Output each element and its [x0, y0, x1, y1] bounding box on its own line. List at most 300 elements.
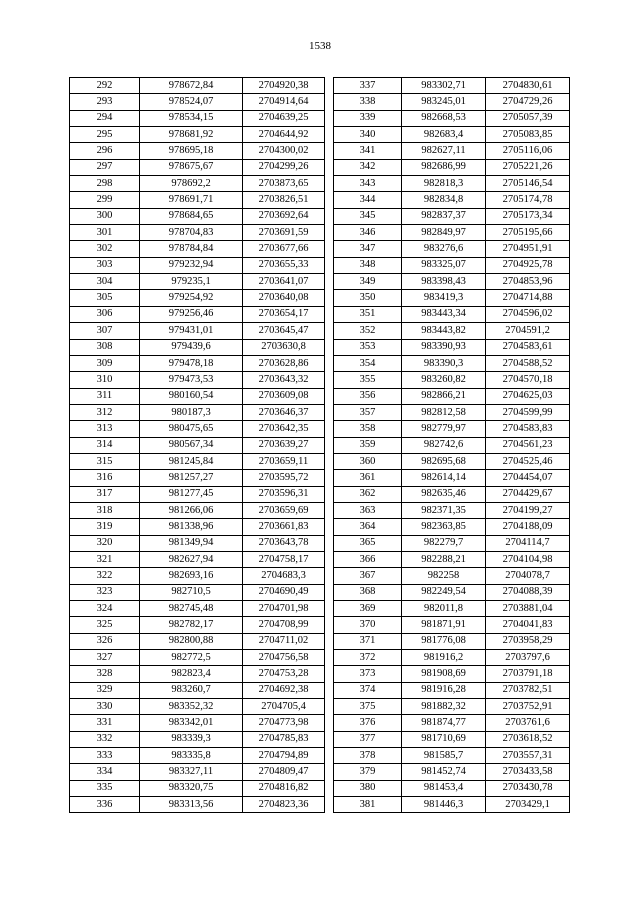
point-number-cell: 344 — [334, 192, 402, 208]
table-row — [334, 110, 570, 126]
point-number-cell: 356 — [334, 388, 402, 404]
x-coordinate-cell: 982627,11 — [402, 143, 486, 159]
point-number-cell: 350 — [334, 290, 402, 306]
y-coordinate-cell: 2704714,88 — [486, 290, 570, 306]
point-number-cell: 317 — [70, 486, 140, 502]
y-coordinate-cell: 2705221,26 — [486, 159, 570, 175]
table-row — [334, 682, 570, 698]
x-coordinate-cell: 982695,68 — [402, 453, 486, 469]
page-number: 1538 — [309, 40, 331, 52]
table-row — [334, 404, 570, 420]
point-number-cell: 302 — [70, 241, 140, 257]
point-number-cell: 380 — [334, 780, 402, 796]
table-row — [334, 764, 570, 780]
y-coordinate-cell: 2704588,52 — [486, 355, 570, 371]
point-number-cell: 299 — [70, 192, 140, 208]
point-number-cell: 338 — [334, 94, 402, 110]
table-row — [70, 208, 325, 224]
x-coordinate-cell: 982745,48 — [140, 601, 243, 617]
y-coordinate-cell: 2703643,32 — [243, 372, 325, 388]
point-number-cell: 297 — [70, 159, 140, 175]
table-row — [334, 633, 570, 649]
x-coordinate-cell: 981585,7 — [402, 748, 486, 764]
table-row — [334, 176, 570, 192]
y-coordinate-cell: 2703596,31 — [243, 486, 325, 502]
point-number-cell: 320 — [70, 535, 140, 551]
x-coordinate-cell: 983443,34 — [402, 306, 486, 322]
table-row — [334, 78, 570, 94]
x-coordinate-cell: 981453,4 — [402, 780, 486, 796]
table-row — [70, 421, 325, 437]
point-number-cell: 340 — [334, 127, 402, 143]
x-coordinate-cell: 980567,34 — [140, 437, 243, 453]
y-coordinate-cell: 2703640,08 — [243, 290, 325, 306]
table-row — [334, 453, 570, 469]
x-coordinate-cell: 982279,7 — [402, 535, 486, 551]
point-number-cell: 301 — [70, 225, 140, 241]
point-number-cell: 362 — [334, 486, 402, 502]
table-row — [70, 568, 325, 584]
table-row — [70, 110, 325, 126]
y-coordinate-cell: 2704853,96 — [486, 274, 570, 290]
point-number-cell: 325 — [70, 617, 140, 633]
x-coordinate-cell: 981349,94 — [140, 535, 243, 551]
table-row — [334, 666, 570, 682]
table-row — [70, 176, 325, 192]
table-row — [334, 535, 570, 551]
point-number-cell: 318 — [70, 502, 140, 518]
x-coordinate-cell: 981452,74 — [402, 764, 486, 780]
point-number-cell: 363 — [334, 502, 402, 518]
table-row — [334, 257, 570, 273]
y-coordinate-cell: 2704690,49 — [243, 584, 325, 600]
point-number-cell: 355 — [334, 372, 402, 388]
point-number-cell: 371 — [334, 633, 402, 649]
table-row — [70, 388, 325, 404]
x-coordinate-cell: 983325,07 — [402, 257, 486, 273]
point-number-cell: 307 — [70, 323, 140, 339]
point-number-cell: 357 — [334, 404, 402, 420]
y-coordinate-cell: 2704729,26 — [486, 94, 570, 110]
table-row — [334, 323, 570, 339]
y-coordinate-cell: 2704816,82 — [243, 780, 325, 796]
x-coordinate-cell: 979431,01 — [140, 323, 243, 339]
x-coordinate-cell: 983260,82 — [402, 372, 486, 388]
x-coordinate-cell: 981446,3 — [402, 797, 486, 813]
y-coordinate-cell: 2703661,83 — [243, 519, 325, 535]
point-number-cell: 368 — [334, 584, 402, 600]
x-coordinate-cell: 978524,07 — [140, 94, 243, 110]
table-row — [334, 715, 570, 731]
table-row — [334, 699, 570, 715]
table-row — [70, 551, 325, 567]
point-number-cell: 372 — [334, 650, 402, 666]
y-coordinate-cell: 2705146,54 — [486, 176, 570, 192]
y-coordinate-cell: 2704920,38 — [243, 78, 325, 94]
x-coordinate-cell: 981871,91 — [402, 617, 486, 633]
x-coordinate-cell: 981245,84 — [140, 453, 243, 469]
x-coordinate-cell: 980160,54 — [140, 388, 243, 404]
y-coordinate-cell: 2705083,85 — [486, 127, 570, 143]
x-coordinate-cell: 978695,18 — [140, 143, 243, 159]
x-coordinate-cell: 981266,06 — [140, 502, 243, 518]
table-row — [334, 208, 570, 224]
table-row — [70, 486, 325, 502]
x-coordinate-cell: 982614,14 — [402, 470, 486, 486]
coordinates-table-left — [69, 77, 325, 813]
x-coordinate-cell: 982782,17 — [140, 617, 243, 633]
point-number-cell: 367 — [334, 568, 402, 584]
table-row — [334, 601, 570, 617]
x-coordinate-cell: 978675,67 — [140, 159, 243, 175]
point-number-cell: 360 — [334, 453, 402, 469]
table-row — [70, 78, 325, 94]
point-number-cell: 328 — [70, 666, 140, 682]
x-coordinate-cell: 978681,92 — [140, 127, 243, 143]
y-coordinate-cell: 2703429,1 — [486, 797, 570, 813]
point-number-cell: 378 — [334, 748, 402, 764]
x-coordinate-cell: 982823,4 — [140, 666, 243, 682]
table-row — [70, 225, 325, 241]
table-row — [70, 764, 325, 780]
table-row — [70, 159, 325, 175]
x-coordinate-cell: 982849,97 — [402, 225, 486, 241]
table-row — [70, 502, 325, 518]
point-number-cell: 298 — [70, 176, 140, 192]
point-number-cell: 329 — [70, 682, 140, 698]
x-coordinate-cell: 983320,75 — [140, 780, 243, 796]
x-coordinate-cell: 981257,27 — [140, 470, 243, 486]
y-coordinate-cell: 2704429,67 — [486, 486, 570, 502]
point-number-cell: 326 — [70, 633, 140, 649]
point-number-cell: 354 — [334, 355, 402, 371]
table-row — [70, 143, 325, 159]
x-coordinate-cell: 983302,71 — [402, 78, 486, 94]
x-coordinate-cell: 981710,69 — [402, 731, 486, 747]
y-coordinate-cell: 2704711,02 — [243, 633, 325, 649]
y-coordinate-cell: 2704078,7 — [486, 568, 570, 584]
x-coordinate-cell: 982371,35 — [402, 502, 486, 518]
y-coordinate-cell: 2703646,37 — [243, 404, 325, 420]
x-coordinate-cell: 982866,21 — [402, 388, 486, 404]
point-number-cell: 348 — [334, 257, 402, 273]
table-row — [70, 601, 325, 617]
y-coordinate-cell: 2703691,59 — [243, 225, 325, 241]
y-coordinate-cell: 2704300,02 — [243, 143, 325, 159]
point-number-cell: 312 — [70, 404, 140, 420]
y-coordinate-cell: 2703630,8 — [243, 339, 325, 355]
y-coordinate-cell: 2704199,27 — [486, 502, 570, 518]
y-coordinate-cell: 2703752,91 — [486, 699, 570, 715]
y-coordinate-cell: 2703677,66 — [243, 241, 325, 257]
x-coordinate-cell: 983260,7 — [140, 682, 243, 698]
x-coordinate-cell: 979473,53 — [140, 372, 243, 388]
x-coordinate-cell: 983443,82 — [402, 323, 486, 339]
table-row — [334, 372, 570, 388]
y-coordinate-cell: 2704705,4 — [243, 699, 325, 715]
x-coordinate-cell: 982627,94 — [140, 551, 243, 567]
x-coordinate-cell: 982779,97 — [402, 421, 486, 437]
y-coordinate-cell: 2704683,3 — [243, 568, 325, 584]
table-row — [334, 551, 570, 567]
point-number-cell: 334 — [70, 764, 140, 780]
table-row — [70, 290, 325, 306]
table-row — [70, 257, 325, 273]
x-coordinate-cell: 978704,83 — [140, 225, 243, 241]
point-number-cell: 293 — [70, 94, 140, 110]
table-row — [334, 568, 570, 584]
point-number-cell: 295 — [70, 127, 140, 143]
y-coordinate-cell: 2704583,83 — [486, 421, 570, 437]
y-coordinate-cell: 2704830,61 — [486, 78, 570, 94]
x-coordinate-cell: 982742,6 — [402, 437, 486, 453]
point-number-cell: 331 — [70, 715, 140, 731]
y-coordinate-cell: 2704925,78 — [486, 257, 570, 273]
point-number-cell: 311 — [70, 388, 140, 404]
table-row — [334, 780, 570, 796]
table-row — [334, 94, 570, 110]
table-row — [334, 241, 570, 257]
point-number-cell: 364 — [334, 519, 402, 535]
point-number-cell: 341 — [334, 143, 402, 159]
y-coordinate-cell: 2703595,72 — [243, 470, 325, 486]
point-number-cell: 373 — [334, 666, 402, 682]
point-number-cell: 345 — [334, 208, 402, 224]
y-coordinate-cell: 2704758,17 — [243, 551, 325, 567]
table-row — [70, 127, 325, 143]
table-row — [70, 519, 325, 535]
y-coordinate-cell: 2703430,78 — [486, 780, 570, 796]
x-coordinate-cell: 982812,58 — [402, 404, 486, 420]
point-number-cell: 330 — [70, 699, 140, 715]
x-coordinate-cell: 981338,96 — [140, 519, 243, 535]
point-number-cell: 366 — [334, 551, 402, 567]
point-number-cell: 358 — [334, 421, 402, 437]
point-number-cell: 313 — [70, 421, 140, 437]
x-coordinate-cell: 981916,28 — [402, 682, 486, 698]
table-row — [70, 666, 325, 682]
x-coordinate-cell: 982686,99 — [402, 159, 486, 175]
point-number-cell: 305 — [70, 290, 140, 306]
y-coordinate-cell: 2704599,99 — [486, 404, 570, 420]
point-number-cell: 292 — [70, 78, 140, 94]
x-coordinate-cell: 978684,65 — [140, 208, 243, 224]
table-row — [70, 699, 325, 715]
point-number-cell: 332 — [70, 731, 140, 747]
point-number-cell: 296 — [70, 143, 140, 159]
y-coordinate-cell: 2705173,34 — [486, 208, 570, 224]
y-coordinate-cell: 2704644,92 — [243, 127, 325, 143]
x-coordinate-cell: 983327,11 — [140, 764, 243, 780]
table-row — [70, 470, 325, 486]
table-row — [70, 715, 325, 731]
table-row — [334, 290, 570, 306]
x-coordinate-cell: 978672,84 — [140, 78, 243, 94]
x-coordinate-cell: 982683,4 — [402, 127, 486, 143]
table-row — [70, 780, 325, 796]
y-coordinate-cell: 2704692,38 — [243, 682, 325, 698]
table-row — [334, 225, 570, 241]
y-coordinate-cell: 2704701,98 — [243, 601, 325, 617]
x-coordinate-cell: 983245,01 — [402, 94, 486, 110]
y-coordinate-cell: 2703642,35 — [243, 421, 325, 437]
table-row — [334, 421, 570, 437]
y-coordinate-cell: 2704596,02 — [486, 306, 570, 322]
point-number-cell: 346 — [334, 225, 402, 241]
y-coordinate-cell: 2704785,83 — [243, 731, 325, 747]
table-row — [70, 274, 325, 290]
point-number-cell: 333 — [70, 748, 140, 764]
y-coordinate-cell: 2703655,33 — [243, 257, 325, 273]
x-coordinate-cell: 982710,5 — [140, 584, 243, 600]
table-row — [70, 355, 325, 371]
x-coordinate-cell: 983313,56 — [140, 797, 243, 813]
y-coordinate-cell: 2703881,04 — [486, 601, 570, 617]
table-row — [334, 486, 570, 502]
x-coordinate-cell: 982635,46 — [402, 486, 486, 502]
x-coordinate-cell: 978692,2 — [140, 176, 243, 192]
x-coordinate-cell: 981916,2 — [402, 650, 486, 666]
x-coordinate-cell: 978534,15 — [140, 110, 243, 126]
x-coordinate-cell: 982800,88 — [140, 633, 243, 649]
table-row — [70, 682, 325, 698]
table-row — [334, 437, 570, 453]
x-coordinate-cell: 982249,54 — [402, 584, 486, 600]
table-row — [70, 633, 325, 649]
point-number-cell: 359 — [334, 437, 402, 453]
x-coordinate-cell: 979232,94 — [140, 257, 243, 273]
x-coordinate-cell: 983398,43 — [402, 274, 486, 290]
x-coordinate-cell: 982693,16 — [140, 568, 243, 584]
table-row — [334, 339, 570, 355]
x-coordinate-cell: 983390,3 — [402, 355, 486, 371]
table-row — [334, 192, 570, 208]
x-coordinate-cell: 982011,8 — [402, 601, 486, 617]
y-coordinate-cell: 2703645,47 — [243, 323, 325, 339]
table-row — [334, 388, 570, 404]
point-number-cell: 327 — [70, 650, 140, 666]
y-coordinate-cell: 2703873,65 — [243, 176, 325, 192]
table-row — [70, 306, 325, 322]
x-coordinate-cell: 979254,92 — [140, 290, 243, 306]
y-coordinate-cell: 2703639,27 — [243, 437, 325, 453]
y-coordinate-cell: 2703641,07 — [243, 274, 325, 290]
point-number-cell: 361 — [334, 470, 402, 486]
y-coordinate-cell: 2704188,09 — [486, 519, 570, 535]
table-row — [334, 617, 570, 633]
point-number-cell: 303 — [70, 257, 140, 273]
table-row — [334, 127, 570, 143]
table-row — [70, 437, 325, 453]
y-coordinate-cell: 2704570,18 — [486, 372, 570, 388]
y-coordinate-cell: 2704625,03 — [486, 388, 570, 404]
point-number-cell: 321 — [70, 551, 140, 567]
point-number-cell: 315 — [70, 453, 140, 469]
x-coordinate-cell: 981277,45 — [140, 486, 243, 502]
x-coordinate-cell: 982818,3 — [402, 176, 486, 192]
point-number-cell: 352 — [334, 323, 402, 339]
x-coordinate-cell: 982288,21 — [402, 551, 486, 567]
x-coordinate-cell: 982668,53 — [402, 110, 486, 126]
table-row — [70, 748, 325, 764]
x-coordinate-cell: 979235,1 — [140, 274, 243, 290]
x-coordinate-cell: 982363,85 — [402, 519, 486, 535]
table-row — [70, 192, 325, 208]
y-coordinate-cell: 2703782,51 — [486, 682, 570, 698]
x-coordinate-cell: 983339,3 — [140, 731, 243, 747]
point-number-cell: 374 — [334, 682, 402, 698]
y-coordinate-cell: 2704794,89 — [243, 748, 325, 764]
point-number-cell: 304 — [70, 274, 140, 290]
y-coordinate-cell: 2703659,69 — [243, 502, 325, 518]
table-row — [334, 355, 570, 371]
y-coordinate-cell: 2703692,64 — [243, 208, 325, 224]
point-number-cell: 381 — [334, 797, 402, 813]
y-coordinate-cell: 2703761,6 — [486, 715, 570, 731]
point-number-cell: 349 — [334, 274, 402, 290]
table-row — [334, 584, 570, 600]
table-row — [334, 159, 570, 175]
y-coordinate-cell: 2704114,7 — [486, 535, 570, 551]
point-number-cell: 294 — [70, 110, 140, 126]
point-number-cell: 300 — [70, 208, 140, 224]
point-number-cell: 314 — [70, 437, 140, 453]
y-coordinate-cell: 2704773,98 — [243, 715, 325, 731]
y-coordinate-cell: 2705195,66 — [486, 225, 570, 241]
point-number-cell: 369 — [334, 601, 402, 617]
point-number-cell: 308 — [70, 339, 140, 355]
y-coordinate-cell: 2704299,26 — [243, 159, 325, 175]
table-row — [334, 143, 570, 159]
point-number-cell: 353 — [334, 339, 402, 355]
point-number-cell: 342 — [334, 159, 402, 175]
x-coordinate-cell: 978691,71 — [140, 192, 243, 208]
x-coordinate-cell: 980187,3 — [140, 404, 243, 420]
x-coordinate-cell: 981874,77 — [402, 715, 486, 731]
table-row — [334, 470, 570, 486]
x-coordinate-cell: 981882,32 — [402, 699, 486, 715]
x-coordinate-cell: 983390,93 — [402, 339, 486, 355]
x-coordinate-cell: 983276,6 — [402, 241, 486, 257]
table-row — [334, 519, 570, 535]
point-number-cell: 375 — [334, 699, 402, 715]
y-coordinate-cell: 2704088,39 — [486, 584, 570, 600]
point-number-cell: 377 — [334, 731, 402, 747]
y-coordinate-cell: 2704809,47 — [243, 764, 325, 780]
point-number-cell: 309 — [70, 355, 140, 371]
y-coordinate-cell: 2704756,58 — [243, 650, 325, 666]
table-row — [70, 94, 325, 110]
point-number-cell: 322 — [70, 568, 140, 584]
table-row — [70, 339, 325, 355]
x-coordinate-cell: 982834,8 — [402, 192, 486, 208]
table-row — [334, 748, 570, 764]
y-coordinate-cell: 2705057,39 — [486, 110, 570, 126]
point-number-cell: 379 — [334, 764, 402, 780]
y-coordinate-cell: 2703958,29 — [486, 633, 570, 649]
table-row — [334, 650, 570, 666]
x-coordinate-cell: 979256,46 — [140, 306, 243, 322]
y-coordinate-cell: 2703557,31 — [486, 748, 570, 764]
y-coordinate-cell: 2703826,51 — [243, 192, 325, 208]
y-coordinate-cell: 2703791,18 — [486, 666, 570, 682]
x-coordinate-cell: 979478,18 — [140, 355, 243, 371]
x-coordinate-cell: 981776,08 — [402, 633, 486, 649]
table-row — [334, 797, 570, 813]
y-coordinate-cell: 2704454,07 — [486, 470, 570, 486]
y-coordinate-cell: 2704591,2 — [486, 323, 570, 339]
x-coordinate-cell: 982258 — [402, 568, 486, 584]
